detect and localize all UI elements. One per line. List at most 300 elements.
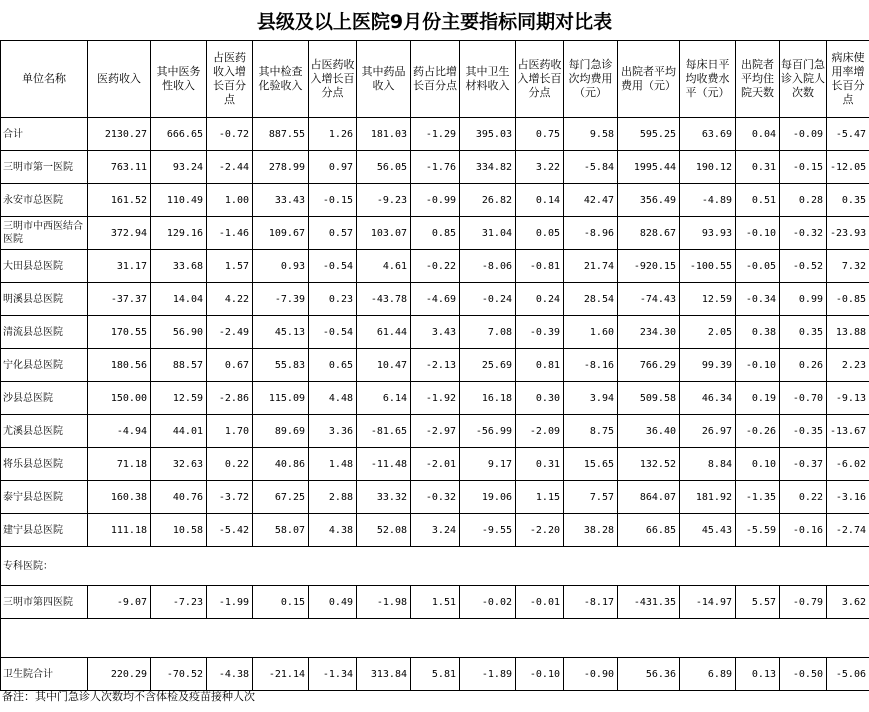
value-cell: 46.34 [680, 382, 736, 415]
blank-cell [253, 547, 309, 586]
value-cell: 25.69 [460, 349, 516, 382]
table-row [1, 217, 869, 250]
value-cell: -9.07 [88, 586, 151, 619]
value-cell: 0.35 [780, 316, 827, 349]
value-cell: 110.49 [151, 184, 207, 217]
value-cell: -0.15 [780, 151, 827, 184]
value-cell: -1.35 [736, 481, 780, 514]
blank-cell [253, 619, 309, 658]
value-cell: -2.13 [411, 349, 460, 382]
value-cell: 1.57 [207, 250, 253, 283]
value-cell: 5.57 [736, 586, 780, 619]
value-cell: 33.68 [151, 250, 207, 283]
column-header: 病床使用率增长百分点 [827, 41, 869, 118]
table-row [1, 250, 869, 283]
value-cell: 6.89 [680, 658, 736, 691]
value-cell: 0.49 [309, 586, 357, 619]
value-cell: -8.17 [564, 586, 618, 619]
value-cell: 0.15 [253, 586, 309, 619]
value-cell: 1995.44 [618, 151, 680, 184]
value-cell: 0.22 [207, 448, 253, 481]
value-cell: -21.14 [253, 658, 309, 691]
blank-cell [827, 619, 869, 658]
value-cell: 4.22 [207, 283, 253, 316]
value-cell: -2.44 [207, 151, 253, 184]
value-cell: -0.39 [516, 316, 564, 349]
value-cell: 3.24 [411, 514, 460, 547]
unit-name-cell: 三明市第四医院 [1, 586, 88, 619]
value-cell: 56.90 [151, 316, 207, 349]
value-cell: 0.97 [309, 151, 357, 184]
value-cell: 33.32 [357, 481, 411, 514]
value-cell: 7.32 [827, 250, 869, 283]
value-cell: -1.34 [309, 658, 357, 691]
value-cell: -0.32 [411, 481, 460, 514]
value-cell: 0.19 [736, 382, 780, 415]
value-cell: -1.46 [207, 217, 253, 250]
value-cell: -2.97 [411, 415, 460, 448]
value-cell: 93.24 [151, 151, 207, 184]
value-cell: 864.07 [618, 481, 680, 514]
value-cell: -4.89 [680, 184, 736, 217]
value-cell: 1.00 [207, 184, 253, 217]
table-row [1, 316, 869, 349]
value-cell: 8.75 [564, 415, 618, 448]
blank-cell [207, 619, 253, 658]
value-cell: -2.01 [411, 448, 460, 481]
value-cell: 111.18 [88, 514, 151, 547]
value-cell: -0.79 [780, 586, 827, 619]
value-cell: -5.59 [736, 514, 780, 547]
value-cell: 56.36 [618, 658, 680, 691]
value-cell: 0.30 [516, 382, 564, 415]
value-cell: 181.03 [357, 118, 411, 151]
value-cell: 3.62 [827, 586, 869, 619]
value-cell: 2.05 [680, 316, 736, 349]
value-cell: 0.24 [516, 283, 564, 316]
value-cell: 356.49 [618, 184, 680, 217]
column-header: 其中卫生材料收入 [460, 41, 516, 118]
value-cell: 10.47 [357, 349, 411, 382]
blank-cell [460, 619, 516, 658]
value-cell: -0.26 [736, 415, 780, 448]
value-cell: -56.99 [460, 415, 516, 448]
value-cell: -0.10 [736, 349, 780, 382]
value-cell: 44.01 [151, 415, 207, 448]
unit-name-cell: 尤溪县总医院 [1, 415, 88, 448]
value-cell: 161.52 [88, 184, 151, 217]
value-cell: 0.85 [411, 217, 460, 250]
value-cell: -0.35 [780, 415, 827, 448]
value-cell: 766.29 [618, 349, 680, 382]
value-cell: 0.57 [309, 217, 357, 250]
blank-row [1, 619, 869, 658]
unit-name-cell: 泰宁县总医院 [1, 481, 88, 514]
section-row [1, 547, 869, 586]
value-cell: -2.20 [516, 514, 564, 547]
unit-name-cell: 将乐县总医院 [1, 448, 88, 481]
value-cell: -14.97 [680, 586, 736, 619]
value-cell: -74.43 [618, 283, 680, 316]
value-cell: -920.15 [618, 250, 680, 283]
table-row [1, 448, 869, 481]
value-cell: 0.31 [516, 448, 564, 481]
blank-cell [88, 619, 151, 658]
value-cell: 0.26 [780, 349, 827, 382]
value-cell: 36.40 [618, 415, 680, 448]
value-cell: 0.31 [736, 151, 780, 184]
value-cell: -81.65 [357, 415, 411, 448]
blank-cell [780, 547, 827, 586]
value-cell: -0.05 [736, 250, 780, 283]
blank-cell [88, 547, 151, 586]
table-row [1, 415, 869, 448]
blank-cell [357, 619, 411, 658]
value-cell: 0.93 [253, 250, 309, 283]
blank-cell [357, 547, 411, 586]
value-cell: 666.65 [151, 118, 207, 151]
blank-cell [151, 619, 207, 658]
blank-cell [151, 547, 207, 586]
value-cell: 150.00 [88, 382, 151, 415]
value-cell: -0.15 [309, 184, 357, 217]
value-cell: 828.67 [618, 217, 680, 250]
value-cell: -0.10 [736, 217, 780, 250]
value-cell: -1.29 [411, 118, 460, 151]
value-cell: 26.82 [460, 184, 516, 217]
value-cell: 58.07 [253, 514, 309, 547]
column-header: 其中医务性收入 [151, 41, 207, 118]
value-cell: 6.14 [357, 382, 411, 415]
table-row [1, 151, 869, 184]
unit-name-cell: 建宁县总医院 [1, 514, 88, 547]
value-cell: -7.23 [151, 586, 207, 619]
value-cell: 1.26 [309, 118, 357, 151]
value-cell: -0.50 [780, 658, 827, 691]
value-cell: -0.02 [460, 586, 516, 619]
value-cell: -23.93 [827, 217, 869, 250]
value-cell: -9.55 [460, 514, 516, 547]
value-cell: -1.92 [411, 382, 460, 415]
value-cell: 190.12 [680, 151, 736, 184]
value-cell: 0.04 [736, 118, 780, 151]
header-row [1, 41, 869, 118]
value-cell: 56.05 [357, 151, 411, 184]
value-cell: 31.04 [460, 217, 516, 250]
value-cell: 132.52 [618, 448, 680, 481]
value-cell: 31.17 [88, 250, 151, 283]
column-header: 医药收入 [88, 41, 151, 118]
value-cell: 0.22 [780, 481, 827, 514]
value-cell: -2.86 [207, 382, 253, 415]
value-cell: 763.11 [88, 151, 151, 184]
value-cell: 103.07 [357, 217, 411, 250]
value-cell: 32.63 [151, 448, 207, 481]
unit-name-cell: 永安市总医院 [1, 184, 88, 217]
blank-cell [516, 547, 564, 586]
value-cell: 28.54 [564, 283, 618, 316]
value-cell: 38.28 [564, 514, 618, 547]
comparison-table [0, 40, 869, 691]
column-header: 每百门急诊入院人次数 [780, 41, 827, 118]
value-cell: -0.32 [780, 217, 827, 250]
unit-name-cell: 沙县总医院 [1, 382, 88, 415]
value-cell: 887.55 [253, 118, 309, 151]
value-cell: 5.81 [411, 658, 460, 691]
value-cell: -0.81 [516, 250, 564, 283]
value-cell: -5.42 [207, 514, 253, 547]
value-cell: 8.84 [680, 448, 736, 481]
value-cell: -100.55 [680, 250, 736, 283]
value-cell: 509.58 [618, 382, 680, 415]
value-cell: -13.67 [827, 415, 869, 448]
value-cell: -0.09 [780, 118, 827, 151]
unit-name-cell: 明溪县总医院 [1, 283, 88, 316]
value-cell: -0.90 [564, 658, 618, 691]
value-cell: 45.43 [680, 514, 736, 547]
value-cell: 129.16 [151, 217, 207, 250]
page-title: 县级及以上医院9月份主要指标同期对比表 [256, 10, 613, 33]
value-cell: 3.22 [516, 151, 564, 184]
table-row [1, 658, 869, 691]
value-cell: 2.23 [827, 349, 869, 382]
value-cell: 61.44 [357, 316, 411, 349]
blank-cell [564, 619, 618, 658]
value-cell: -0.52 [780, 250, 827, 283]
blank-cell [736, 547, 780, 586]
value-cell: -1.99 [207, 586, 253, 619]
value-cell: -5.06 [827, 658, 869, 691]
value-cell: -431.35 [618, 586, 680, 619]
value-cell: 1.70 [207, 415, 253, 448]
value-cell: 7.08 [460, 316, 516, 349]
value-cell: -0.34 [736, 283, 780, 316]
value-cell: 0.35 [827, 184, 869, 217]
blank-cell [1, 619, 88, 658]
value-cell: 3.43 [411, 316, 460, 349]
value-cell: 372.94 [88, 217, 151, 250]
value-cell: 0.10 [736, 448, 780, 481]
value-cell: -0.22 [411, 250, 460, 283]
value-cell: 9.58 [564, 118, 618, 151]
value-cell: 4.61 [357, 250, 411, 283]
value-cell: 181.92 [680, 481, 736, 514]
value-cell: -0.70 [780, 382, 827, 415]
value-cell: -8.16 [564, 349, 618, 382]
table-row [1, 382, 869, 415]
value-cell: 93.93 [680, 217, 736, 250]
value-cell: 21.74 [564, 250, 618, 283]
blank-cell [618, 547, 680, 586]
value-cell: -37.37 [88, 283, 151, 316]
value-cell: -9.13 [827, 382, 869, 415]
value-cell: -1.98 [357, 586, 411, 619]
value-cell: -1.89 [460, 658, 516, 691]
value-cell: 109.67 [253, 217, 309, 250]
value-cell: 45.13 [253, 316, 309, 349]
value-cell: -2.09 [516, 415, 564, 448]
value-cell: -0.85 [827, 283, 869, 316]
value-cell: 1.60 [564, 316, 618, 349]
value-cell: -6.02 [827, 448, 869, 481]
value-cell: 334.82 [460, 151, 516, 184]
value-cell: -0.16 [780, 514, 827, 547]
blank-cell [618, 619, 680, 658]
column-header: 每门急诊次均费用（元） [564, 41, 618, 118]
value-cell: 0.14 [516, 184, 564, 217]
value-cell: 67.25 [253, 481, 309, 514]
value-cell: 0.05 [516, 217, 564, 250]
value-cell: -12.05 [827, 151, 869, 184]
value-cell: -0.01 [516, 586, 564, 619]
unit-name-cell: 三明市第一医院 [1, 151, 88, 184]
column-header: 占医药收入增长百分点 [309, 41, 357, 118]
value-cell: -70.52 [151, 658, 207, 691]
value-cell: -0.24 [460, 283, 516, 316]
blank-cell [309, 619, 357, 658]
unit-name-cell: 清流县总医院 [1, 316, 88, 349]
value-cell: 9.17 [460, 448, 516, 481]
table-row [1, 349, 869, 382]
column-header: 单位名称 [1, 41, 88, 118]
value-cell: 3.94 [564, 382, 618, 415]
value-cell: -7.39 [253, 283, 309, 316]
column-header: 药占比增长百分点 [411, 41, 460, 118]
table-row [1, 184, 869, 217]
value-cell: 89.69 [253, 415, 309, 448]
value-cell: 220.29 [88, 658, 151, 691]
value-cell: 234.30 [618, 316, 680, 349]
unit-name-cell: 卫生院合计 [1, 658, 88, 691]
value-cell: 1.51 [411, 586, 460, 619]
column-header: 占医药收入增长百分点 [207, 41, 253, 118]
value-cell: 0.13 [736, 658, 780, 691]
value-cell: -43.78 [357, 283, 411, 316]
blank-cell [516, 619, 564, 658]
value-cell: 55.83 [253, 349, 309, 382]
value-cell: 160.38 [88, 481, 151, 514]
blank-cell [827, 547, 869, 586]
value-cell: 1.15 [516, 481, 564, 514]
value-cell: 13.88 [827, 316, 869, 349]
value-cell: -3.16 [827, 481, 869, 514]
column-header: 其中检查化验收入 [253, 41, 309, 118]
section-label: 专科医院： [1, 547, 88, 586]
value-cell: 40.86 [253, 448, 309, 481]
value-cell: 99.39 [680, 349, 736, 382]
value-cell: 0.81 [516, 349, 564, 382]
value-cell: 16.18 [460, 382, 516, 415]
value-cell: 3.36 [309, 415, 357, 448]
value-cell: -2.74 [827, 514, 869, 547]
unit-name-cell: 大田县总医院 [1, 250, 88, 283]
value-cell: 0.99 [780, 283, 827, 316]
value-cell: -11.48 [357, 448, 411, 481]
value-cell: -0.54 [309, 250, 357, 283]
value-cell: 15.65 [564, 448, 618, 481]
column-header: 其中药品收入 [357, 41, 411, 118]
blank-cell [780, 619, 827, 658]
value-cell: 313.84 [357, 658, 411, 691]
value-cell: -4.69 [411, 283, 460, 316]
value-cell: 2.88 [309, 481, 357, 514]
blank-cell [309, 547, 357, 586]
value-cell: -9.23 [357, 184, 411, 217]
value-cell: -0.37 [780, 448, 827, 481]
value-cell: 4.48 [309, 382, 357, 415]
value-cell: 71.18 [88, 448, 151, 481]
unit-name-cell: 合计 [1, 118, 88, 151]
value-cell: 0.75 [516, 118, 564, 151]
value-cell: 4.38 [309, 514, 357, 547]
value-cell: 88.57 [151, 349, 207, 382]
blank-cell [460, 547, 516, 586]
value-cell: 0.67 [207, 349, 253, 382]
value-cell: -0.10 [516, 658, 564, 691]
table-row [1, 514, 869, 547]
value-cell: 2130.27 [88, 118, 151, 151]
blank-cell [564, 547, 618, 586]
value-cell: 40.76 [151, 481, 207, 514]
blank-cell [411, 547, 460, 586]
value-cell: 12.59 [151, 382, 207, 415]
value-cell: 395.03 [460, 118, 516, 151]
column-header: 出院者平均住院天数 [736, 41, 780, 118]
value-cell: 7.57 [564, 481, 618, 514]
value-cell: 12.59 [680, 283, 736, 316]
blank-cell [680, 547, 736, 586]
value-cell: 1.48 [309, 448, 357, 481]
value-cell: -5.84 [564, 151, 618, 184]
table-row [1, 481, 869, 514]
value-cell: -2.49 [207, 316, 253, 349]
value-cell: -8.06 [460, 250, 516, 283]
value-cell: 0.23 [309, 283, 357, 316]
value-cell: -1.76 [411, 151, 460, 184]
column-header: 每床日平均收费水平（元） [680, 41, 736, 118]
value-cell: 63.69 [680, 118, 736, 151]
value-cell: -3.72 [207, 481, 253, 514]
footnote: 备注：其中门急诊人次数均不含体检及疫苗接种人次 [2, 690, 255, 703]
value-cell: 26.97 [680, 415, 736, 448]
value-cell: -4.38 [207, 658, 253, 691]
value-cell: -0.99 [411, 184, 460, 217]
value-cell: 19.06 [460, 481, 516, 514]
value-cell: 595.25 [618, 118, 680, 151]
value-cell: 14.04 [151, 283, 207, 316]
value-cell: -4.94 [88, 415, 151, 448]
value-cell: 0.65 [309, 349, 357, 382]
blank-cell [411, 619, 460, 658]
table-row [1, 586, 869, 619]
value-cell: 52.08 [357, 514, 411, 547]
table-row [1, 283, 869, 316]
value-cell: 180.56 [88, 349, 151, 382]
blank-cell [207, 547, 253, 586]
value-cell: 0.28 [780, 184, 827, 217]
value-cell: 66.85 [618, 514, 680, 547]
column-header: 占医药收入增长百分点 [516, 41, 564, 118]
value-cell: 10.58 [151, 514, 207, 547]
blank-cell [736, 619, 780, 658]
unit-name-cell: 三明市中西医结合医院 [1, 217, 88, 250]
value-cell: 115.09 [253, 382, 309, 415]
value-cell: -5.47 [827, 118, 869, 151]
column-header: 出院者平均费用（元） [618, 41, 680, 118]
value-cell: -0.72 [207, 118, 253, 151]
value-cell: -0.54 [309, 316, 357, 349]
table-row [1, 118, 869, 151]
